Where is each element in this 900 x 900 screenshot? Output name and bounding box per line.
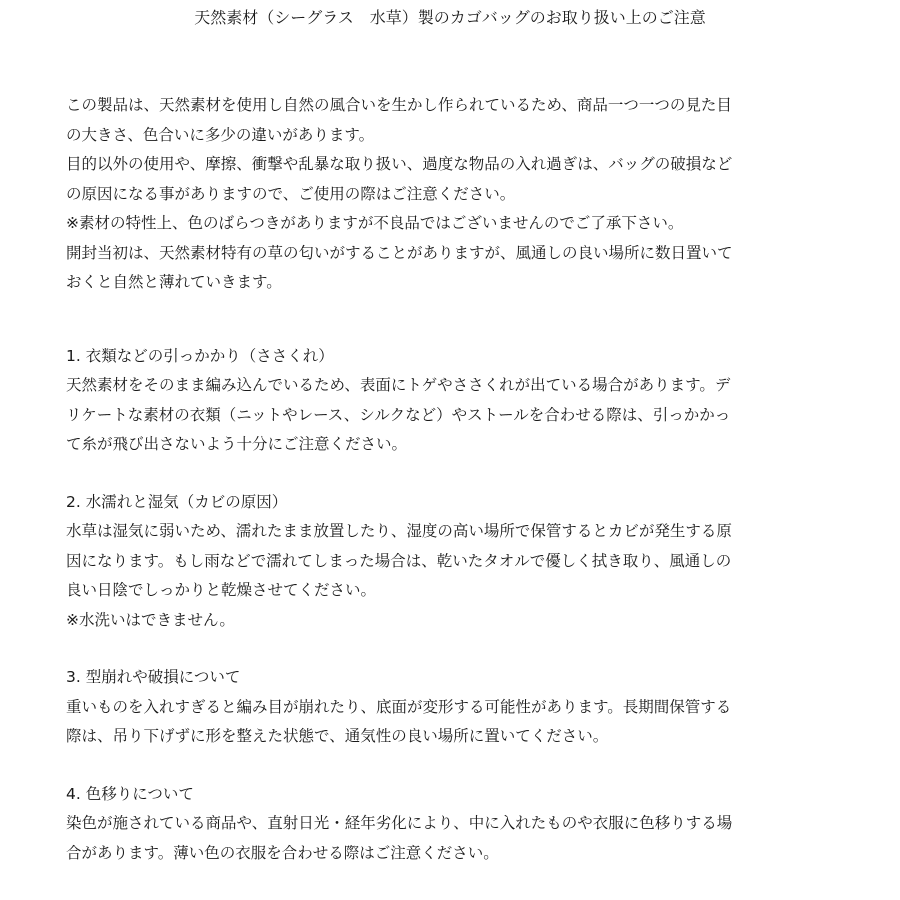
section-2	[66, 488, 836, 636]
section-4	[66, 780, 836, 869]
spacer	[66, 298, 836, 342]
intro-block	[66, 91, 836, 298]
section-3	[66, 663, 836, 752]
section-line: 天然素材をそのまま編み込んでいるため、表面にトゲやささくれが出ている場合があります。デ	[66, 376, 731, 394]
intro-line: おくと自然と薄れていきます。	[66, 273, 282, 291]
intro-line: の原因になる事がありますので、ご使用の際はご注意ください。	[66, 184, 516, 203]
section-line: 重いものを入れすぎると編み目が崩れたり、底面が変形する可能性があります。長期間保管する	[66, 697, 732, 716]
section-line: て糸が飛び出さないよう十分にご注意ください。	[66, 435, 408, 453]
intro-line: この製品は、天然素材を使用し自然の風合いを生かし作られているため、商品一つ一つの見た目	[66, 96, 732, 114]
intro-line: ※素材の特性上、色のばらつきがありますが不良品ではございませんのでご了承下さい。	[66, 214, 684, 232]
section-line: ※水洗いはできません。	[66, 610, 235, 629]
section-heading: 4. 色移りについて	[66, 784, 194, 803]
section-1	[66, 342, 836, 460]
section-line: 良い日陰でしっかりと乾燥させてください。	[66, 581, 377, 599]
notice-content	[66, 91, 836, 868]
spacer	[66, 460, 836, 488]
spacer	[66, 752, 836, 780]
spacer	[66, 635, 836, 663]
section-heading: 1. 衣類などの引っかかり（ささくれ）	[66, 346, 334, 365]
intro-line: 開封当初は、天然素材特有の草の匂いがすることがありますが、風通しの良い場所に数日置いて	[66, 243, 733, 262]
section-line: 水草は湿気に弱いため、濡れたまま放置したり、湿度の高い場所で保管するとカビが発生する原	[66, 522, 732, 540]
section-line: 際は、吊り下げずに形を整えた状態で、通気性の良い場所に置いてください。	[66, 727, 609, 745]
section-line: 因になります。もし雨などで濡れてしまった場合は、乾いたタオルで優しく拭き取り、風通しの	[66, 551, 732, 570]
section-heading: 3. 型崩れや破損について	[66, 668, 241, 686]
section-line: 合があります。薄い色の衣服を合わせる際はご注意ください。	[66, 843, 499, 862]
intro-line: 目的以外の使用や、摩擦、衝撃や乱暴な取り扱い、過度な物品の入れ過ぎは、バッグの破損など	[66, 155, 733, 173]
section-line: 染色が施されている商品や、直射日光・経年劣化により、中に入れたものや衣服に色移りする場	[66, 814, 733, 832]
intro-line: の大きさ、色合いに多少の違いがあります。	[66, 125, 375, 144]
page-title: 天然素材（シーグラス 水草）製のカゴバッグのお取り扱い上のご注意	[194, 8, 706, 27]
section-line: リケートな素材の衣類（ニットやレース、シルクなど）やストールを合わせる際は、引っかかっ	[66, 405, 731, 424]
section-heading: 2. 水濡れと湿気（カビの原因）	[66, 492, 288, 511]
